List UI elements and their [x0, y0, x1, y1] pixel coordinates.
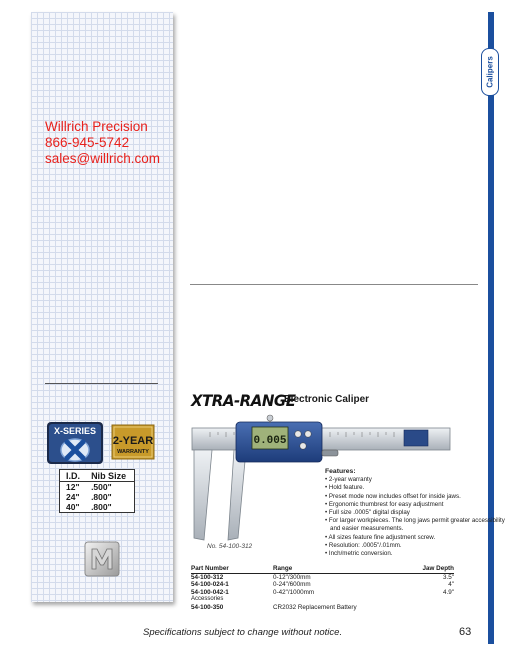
accessory-description-cell: CR2032 Replacement Battery	[273, 603, 357, 611]
section-tab-calipers[interactable]	[481, 48, 499, 96]
warranty-badge	[111, 424, 155, 460]
on-off-button[interactable]	[295, 431, 301, 437]
spec-header-range: Range	[273, 565, 393, 573]
list-item: • Resolution: .0005"/.01mm.	[325, 542, 505, 550]
part-number-cell: 54-100-024-1	[191, 581, 229, 589]
nib-size-cell: .800"	[91, 502, 112, 512]
list-item: • Full size .0005" digital display	[325, 509, 505, 517]
section-tab-label: Calipers	[485, 56, 495, 88]
features-title: Features:	[325, 468, 356, 475]
spec-table	[191, 565, 454, 612]
warranty-sub-label: WARRANTY	[117, 449, 149, 455]
product-title: Electronic Caliper	[284, 394, 370, 405]
nib-id-cell: 24"	[66, 492, 80, 502]
grid-sidebar	[31, 12, 173, 602]
jaw-depth-cell: 3.5"	[443, 573, 454, 581]
warranty-main-label: 2-YEAR	[112, 435, 154, 447]
list-item: • Hold feature.	[325, 484, 505, 492]
part-number-cell: 54-100-312	[191, 573, 224, 581]
contact-block	[45, 119, 160, 167]
table-row	[191, 573, 454, 581]
xtra-range-logo: XTRA-RANGE	[191, 391, 296, 411]
m-brand-logo	[83, 540, 121, 578]
company-name: Willrich Precision	[45, 119, 148, 134]
table-row	[191, 596, 454, 604]
model-caption: No. 54-100-312	[207, 543, 253, 550]
list-item: • For larger workpieces. The long jaws permit greater accessibility and easier measurements.	[325, 517, 505, 533]
list-item: • Inch/metric conversion.	[325, 550, 505, 558]
zero-button[interactable]	[305, 431, 311, 437]
range-cell: 0-24"/600mm	[273, 581, 311, 589]
range-cell: 0-12"/300mm	[273, 573, 311, 581]
list-item: • Ergonomic thumbrest for easy adjustment	[325, 501, 505, 509]
nib-header-id: I.D.	[60, 470, 86, 482]
table-row	[60, 482, 135, 493]
section-divider	[190, 284, 478, 285]
nib-id-cell: 40"	[66, 502, 80, 512]
jaw-depth-cell: 4.9"	[443, 588, 454, 596]
accessory-part-cell: 54-100-350	[191, 603, 224, 611]
nib-size-cell: .800"	[91, 492, 112, 502]
spec-header-part: Part Number	[191, 565, 273, 573]
list-item: • 2-year warranty	[325, 476, 505, 484]
list-item: • Preset mode now includes offset for inside jaws.	[325, 493, 505, 501]
table-row	[191, 581, 454, 589]
phone-number[interactable]: 866-945-5742	[45, 135, 130, 150]
table-row	[191, 589, 454, 597]
range-cell: 0-42"/1000mm	[273, 588, 315, 596]
sidebar-divider	[45, 383, 158, 384]
table-row	[60, 502, 135, 513]
accessories-label: Accessories	[191, 596, 224, 603]
nib-header-size: Nib Size	[85, 470, 134, 482]
jaw-depth-cell: 4"	[448, 581, 454, 589]
x-series-label: X-SERIES	[53, 426, 97, 436]
lcd-reading: 0.005	[253, 435, 287, 447]
lock-screw[interactable]	[267, 415, 273, 421]
table-row	[60, 492, 135, 502]
list-item: • All sizes feature fine adjustment screw.	[325, 534, 505, 542]
page-number: 63	[459, 626, 472, 638]
part-number-cell: 54-100-042-1	[191, 588, 229, 596]
mode-button[interactable]	[300, 443, 306, 449]
features-list	[325, 468, 505, 558]
nib-size-cell: .500"	[91, 482, 112, 492]
disclaimer: Specifications subject to change without notice.	[143, 627, 343, 638]
email-address[interactable]: sales@willrich.com	[45, 151, 160, 166]
x-series-badge	[46, 421, 104, 465]
spec-header-jaw: Jaw Depth	[393, 565, 454, 573]
nib-size-table	[59, 469, 135, 513]
nib-id-cell: 12"	[66, 482, 80, 492]
table-row	[191, 604, 454, 612]
